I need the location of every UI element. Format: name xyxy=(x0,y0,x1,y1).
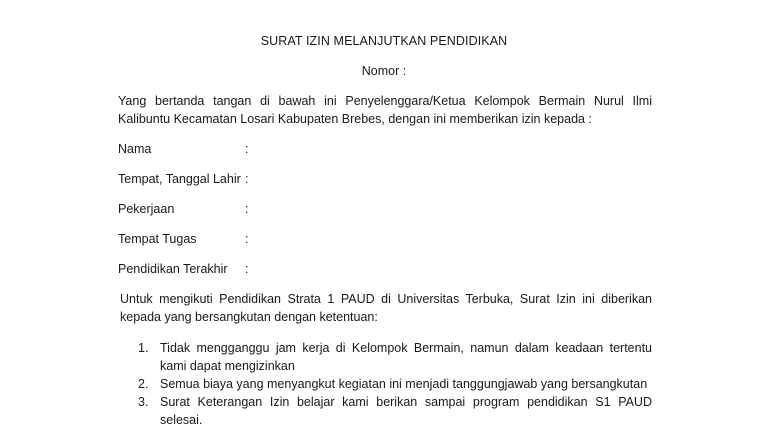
list-number: 3. xyxy=(138,395,149,409)
field-label: Tempat, Tanggal Lahir xyxy=(118,172,241,186)
purpose-paragraph: Untuk mengikuti Pendidikan Strata 1 PAUD di Universitas Terbuka, Surat Izin ini diberikan kepada yang bersangkutan dengan ketentuan: xyxy=(120,292,652,324)
list-item xyxy=(138,339,652,375)
field-label: Nama xyxy=(118,142,152,156)
list-text: Tidak mengganggu jam kerja di Kelompok Bermain, namun dalam keadaan tertentu kami dapat mengizinkan xyxy=(160,341,652,373)
field-label: Pendidikan Terakhir xyxy=(118,262,228,276)
field-pekerjaan xyxy=(118,200,418,218)
field-colon: : xyxy=(245,232,249,246)
list-text: Semua biaya yang menyangkut kegiatan ini menjadi tanggungjawab yang bersangkutan xyxy=(160,377,648,391)
document-title: SURAT IZIN MELANJUTKAN PENDIDIKAN xyxy=(260,34,508,48)
field-pendidikan-terakhir xyxy=(118,260,418,278)
conditions-list xyxy=(138,339,652,429)
list-text: Surat Keterangan Izin belajar kami berikan sampai program pendidikan S1 PAUD selesai. xyxy=(160,395,652,427)
field-label: Pekerjaan xyxy=(118,202,175,216)
list-number: 1. xyxy=(138,341,149,355)
field-tempat-tugas xyxy=(118,230,418,248)
field-nama xyxy=(118,140,418,158)
field-tempat-tanggal-lahir xyxy=(118,170,418,188)
intro-paragraph: Yang bertanda tangan di bawah ini Penyelenggara/Ketua Kelompok Bermain Nurul Ilmi Kalibuntu Kecamatan Losari Kabupaten Brebes, dengan ini memberikan izin kepada : xyxy=(118,94,652,126)
field-colon: : xyxy=(245,142,249,156)
list-item xyxy=(138,375,652,393)
document-number: Nomor : xyxy=(361,64,407,78)
list-number: 2. xyxy=(138,377,149,391)
field-label: Tempat Tugas xyxy=(118,232,197,246)
field-colon: : xyxy=(245,172,249,186)
list-item xyxy=(138,393,652,429)
field-colon: : xyxy=(245,202,249,216)
field-colon: : xyxy=(245,262,249,276)
